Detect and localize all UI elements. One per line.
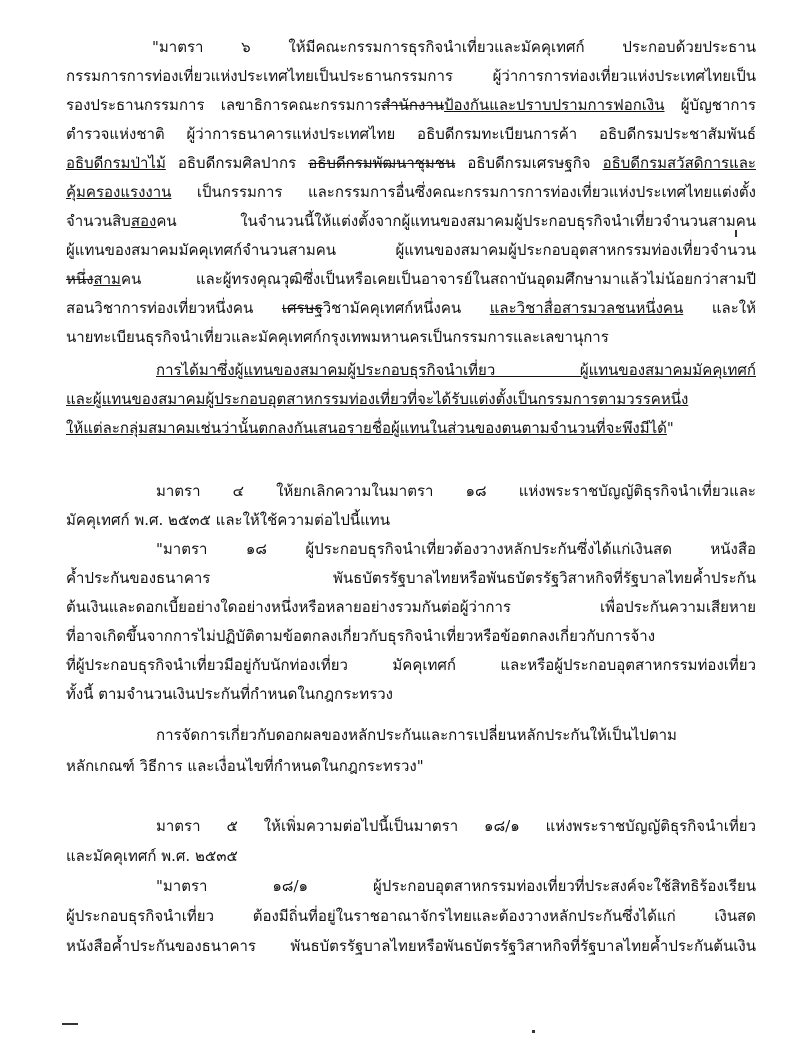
text-line-9: หนึ่งสามคน และผู้ทรงคุณวุฒิซึ่งเป็นหรือเคยเป็นอาจารย์ในสถาบันอุดมศึกษามาแล้วไม่น้อยกว่าสามปี	[66, 270, 756, 288]
text-line-24: หลักเกณฑ์ วิธีการ และเงื่อนไขที่กำหนดในกฎกระทรวง"	[66, 757, 424, 775]
text-line-3: รองประธานกรรมการ เลขาธิการคณะกรรมการสำนักงานป้องกันและปราบปรามการฟอกเงิน ผู้บัญชาการ	[66, 96, 756, 114]
struck-text: สำนักงาน	[381, 96, 444, 114]
text-line-22: ทั้งนี้ ตามจำนวนเงินประกันที่กำหนดในกฎกระทรวง	[66, 685, 393, 703]
text-line-19: ต้นเงินและดอกเบี้ยอย่างใดอย่างหนึ่งหรือหลายอย่างรวมกันต่อผู้ว่าการ เพื่อประกันความเสียหาย	[66, 598, 756, 616]
text-line-21: ที่ผู้ประกอบธุรกิจนำเที่ยวมีอยู่กับนักท่องเที่ยว มัคคุเทศก์ และหรือผู้ประกอบอุตสาหกรรมท่องเที่ยว	[66, 656, 756, 674]
text-line-1: "มาตรา ๖ ให้มีคณะกรรมการธุรกิจนำเที่ยวและมัคคุเทศก์ ประกอบด้วยประธาน	[152, 38, 756, 56]
inserted-text: สอง	[130, 212, 157, 230]
text-line-29: หนังสือค้ำประกันของธนาคาร พันธบัตรรัฐบาลไทยหรือพันธบัตรรัฐวิสาหกิจที่รัฐบาลไทยค้ำประกันต้นเงิน	[66, 937, 756, 955]
scan-speck	[735, 230, 737, 237]
text-line-27: "มาตรา ๑๘/๑ ผู้ประกอบอุตสาหกรรมท่องเที่ยวที่ประสงค์จะใช้สิทธิร้องเรียน	[156, 877, 756, 895]
text-line-2: กรรมการการท่องเที่ยวแห่งประเทศไทยเป็นประธานกรรมการ ผู้ว่าการการท่องเที่ยวแห่งประเทศไทยเป็น	[66, 67, 756, 85]
inserted-text: อธิบดีกรมป่าไม้	[66, 154, 166, 172]
inserted-text: คุ้มครองแรงงาน	[66, 183, 172, 201]
text-line-10: สอนวิชาการท่องเที่ยวหนึ่งคน เศรษฐวิชามัคคุเทศก์หนึ่งคน และวิชาสื่อสารมวลชนหนึ่งคน และให้	[66, 299, 756, 317]
text-line-11: นายทะเบียนธุรกิจนำเที่ยวและมัคคุเทศก์กรุงเทพมหานครเป็นกรรมการและเลขานุการ	[66, 328, 609, 346]
text-line-12: การได้มาซึ่งผู้แทนของสมาคมผู้ประกอบธุรกิจนำเที่ยว ผู้แทนของสมาคมมัคคุเทศก์	[156, 361, 756, 379]
text-line-15: มาตรา ๔ ให้ยกเลิกความในมาตรา ๑๘ แห่งพระราชบัญญัติธุรกิจนำเที่ยวและ	[156, 482, 756, 500]
inserted-text: ป้องกันและปราบปรามการฟอกเงิน	[444, 96, 665, 114]
text-line-14: ให้แต่ละกลุ่มสมาคมเช่นว่านั้นตกลงกันเสนอรายชื่อผู้แทนในส่วนของตนตามจำนวนที่จะพึงมีได้"	[66, 419, 674, 437]
inserted-text: และวิชาสื่อสารมวลชนหนึ่งคน	[489, 299, 684, 317]
text-line-5: อธิบดีกรมป่าไม้ อธิบดีกรมศิลปากร อธิบดีกรมพัฒนาชุมชน อธิบดีกรมเศรษฐกิจ อธิบดีกรมสวัสดิการและ	[66, 154, 756, 172]
text-line-7: จำนวนสิบสองคน ในจำนวนนี้ให้แต่งตั้งจากผู้แทนของสมาคมผู้ประกอบธุรกิจนำเที่ยวจำนวนสามคน	[66, 212, 756, 230]
scan-speck	[62, 1023, 78, 1025]
inserted-text: อธิบดีกรมสวัสดิการและ	[602, 154, 756, 172]
struck-text: อธิบดีกรมพัฒนาชุมชน	[308, 154, 456, 172]
text-line-6: คุ้มครองแรงงาน เป็นกรรมการ และกรรมการอื่นซึ่งคณะกรรมการการท่องเที่ยวแห่งประเทศไทยแต่งตั้ง	[66, 183, 756, 201]
text-line-28: ผู้ประกอบธุรกิจนำเที่ยว ต้องมีถิ่นที่อยู่ในราชอาณาจักรไทยและต้องวางหลักประกันซึ่งได้แก่ เงินสด	[66, 907, 756, 925]
text-line-13: และผู้แทนของสมาคมผู้ประกอบอุตสาหกรรมท่องเที่ยวที่จะได้รับแต่งตั้งเป็นกรรมการตามวรรคหนึ่ง	[66, 390, 689, 408]
text-line-25: มาตรา ๕ ให้เพิ่มความต่อไปนี้เป็นมาตรา ๑๘/๑ แห่งพระราชบัญญัติธุรกิจนำเที่ยว	[156, 817, 756, 835]
inserted-text: สาม	[93, 270, 121, 288]
text-line-17: "มาตรา ๑๘ ผู้ประกอบธุรกิจนำเที่ยวต้องวางหลักประกันซึ่งได้แก่เงินสด หนังสือ	[156, 540, 756, 558]
scan-speck	[532, 1030, 535, 1033]
struck-text: เศรษฐ	[281, 299, 323, 317]
text-line-26: และมัคคุเทศก์ พ.ศ. ๒๕๓๕	[66, 847, 238, 865]
text-line-16: มัคคุเทศก์ พ.ศ. ๒๕๓๕ และให้ใช้ความต่อไปนี้แทน	[66, 511, 390, 529]
text-line-4: ตำรวจแห่งชาติ ผู้ว่าการธนาคารแห่งประเทศไทย อธิบดีกรมทะเบียนการค้า อธิบดีกรมประชาสัมพันธ์	[66, 125, 756, 143]
text-line-8: ผู้แทนของสมาคมมัคคุเทศก์จำนวนสามคน ผู้แทนของสมาคมผู้ประกอบอุตสาหกรรมท่องเที่ยวจำนวน	[66, 241, 756, 259]
text-line-18: ค้ำประกันของธนาคาร พันธบัตรรัฐบาลไทยหรือพันธบัตรรัฐวิสาหกิจที่รัฐบาลไทยค้ำประกัน	[66, 569, 756, 587]
text-line-23: การจัดการเกี่ยวกับดอกผลของหลักประกันและการเปลี่ยนหลักประกันให้เป็นไปตาม	[156, 726, 677, 744]
text-line-20: ที่อาจเกิดขึ้นจากการไม่ปฏิบัติตามข้อตกลงเกี่ยวกับธุรกิจนำเที่ยวหรือข้อตกลงเกี่ยวกับการจ้าง	[66, 627, 656, 645]
struck-text: หนึ่ง	[66, 270, 94, 288]
